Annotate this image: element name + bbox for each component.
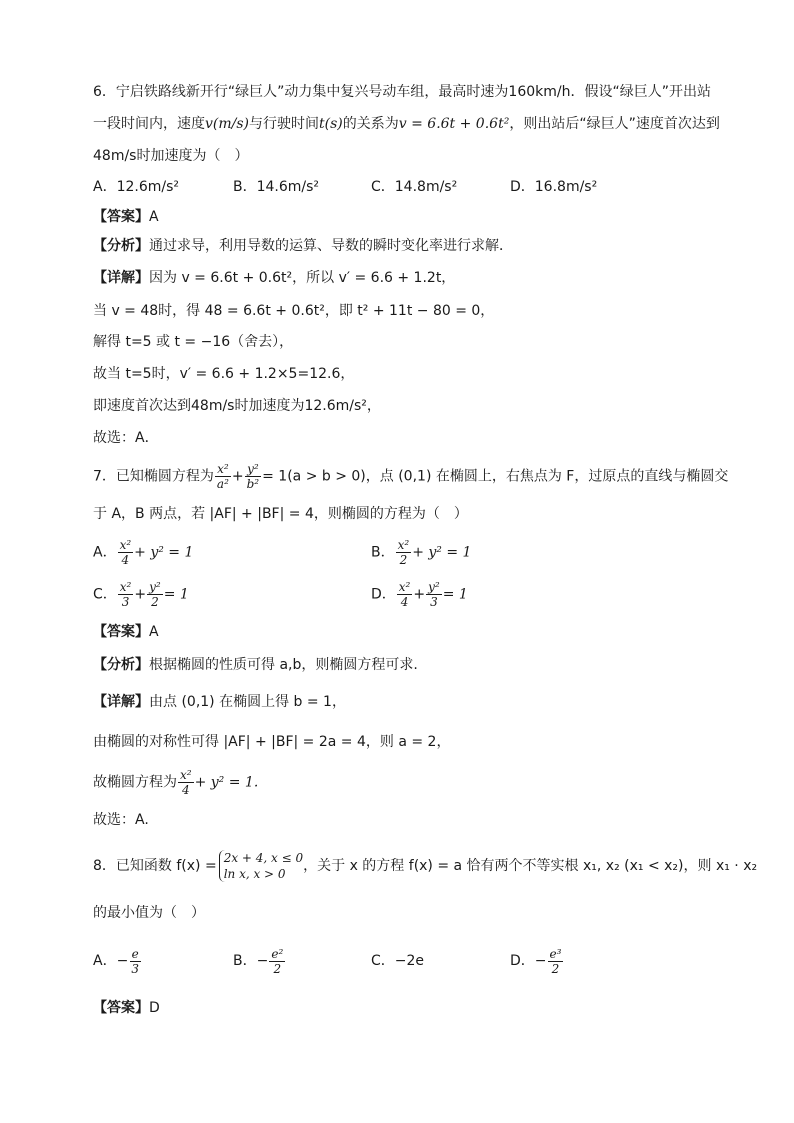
q7-analysis [93, 655, 418, 675]
q6-option-b: B．14.6m/s² [233, 179, 320, 195]
answer-value: A [149, 624, 159, 640]
text: 8．已知函数 f(x) = [93, 858, 217, 874]
q6-option-d: D．16.8m/s² [510, 179, 598, 195]
q7-detail-2: 由椭圆的对称性可得 |AF| + |BF| = 2a = 4，则 a = 2， [93, 734, 451, 750]
num: x² [217, 462, 229, 476]
den: 4 [181, 783, 190, 797]
q6-detail-4: 故当 t=5时，v′ = 6.6 + 1.2×5=12.6， [93, 366, 355, 382]
den: 2 [551, 961, 560, 976]
answer-tag: 【答案】 [93, 209, 149, 225]
den: 4 [400, 595, 409, 609]
frac [118, 580, 134, 609]
den: 3 [131, 961, 139, 976]
plus: + [231, 468, 244, 485]
label: B．− [233, 953, 269, 969]
rest: + y² = 1. [194, 774, 259, 791]
frac [397, 580, 413, 609]
q8-option-d [510, 946, 564, 976]
q7-detail-3 [93, 768, 258, 797]
den: 3 [430, 595, 438, 609]
answer-value: D [149, 1000, 160, 1016]
q6-formula: v = 6.6t + 0.6t² [398, 116, 510, 132]
q7-option-a [93, 538, 193, 567]
rest: = 1 [163, 586, 189, 603]
analysis-tag: 【分析】 [93, 657, 149, 673]
frac [426, 580, 442, 609]
q6-detail-2: 当 v = 48时，得 48 = 6.6t + 0.6t²，即 t² + 11t − 80 = 0， [93, 303, 495, 319]
q8-piecewise [219, 850, 303, 882]
q7-stem-line1 [93, 462, 728, 491]
q7-stem-line2: 于 A，B 两点，若 |AF| + |BF| = 4，则椭圆的方程为（ ） [93, 506, 468, 522]
answer-tag: 【答案】 [93, 1000, 149, 1016]
q7-frac-x [215, 462, 231, 491]
den: 2 [399, 553, 408, 567]
frac [548, 947, 564, 976]
rest: = 1 [442, 586, 468, 603]
q6-time: t(s) [319, 116, 343, 132]
rest: + y² = 1 [134, 544, 194, 561]
num: x² [397, 538, 410, 552]
detail-tag: 【详解】 [93, 694, 149, 710]
q7-option-c [93, 580, 189, 609]
text: 故椭圆方程为 [93, 774, 177, 791]
q7-text: 7．已知椭圆方程为 [93, 468, 214, 485]
num: y² [149, 580, 161, 594]
num: e³ [549, 946, 562, 961]
piece: ln x, x > 0 [223, 867, 286, 881]
q6-text: ，则出站后“绿巨人”速度首次达到 [509, 116, 720, 132]
num: x² [119, 580, 132, 594]
den: 4 [121, 553, 130, 567]
label: D． [371, 586, 396, 603]
den: 3 [121, 595, 130, 609]
frac [396, 538, 412, 567]
plus: + [413, 586, 426, 603]
num: y² [428, 580, 440, 594]
q6-text: 一段时间内，速度 [93, 116, 205, 132]
q6-text: 的关系为 [342, 116, 399, 132]
q8-option-c: C．−2e [371, 953, 425, 969]
q7-answer [93, 622, 159, 642]
q6-detail-3: 解得 t=5 或 t = −16（舍去）， [93, 334, 294, 350]
q6-velocity: v(m/s) [205, 116, 250, 132]
q6-option-a: A．12.6m/s² [93, 179, 180, 195]
q6-answer [93, 207, 159, 227]
frac [269, 947, 285, 976]
label: C． [93, 586, 117, 603]
q7-conclusion: 故选：A. [93, 812, 149, 828]
q6-detail-5: 即速度首次达到48m/s时加速度为12.6m/s²， [93, 398, 381, 414]
answer-value: A [149, 209, 159, 225]
q6-stem-line3: 48m/s时加速度为（ ） [93, 148, 249, 164]
q6-conclusion: 故选：A． [93, 430, 159, 446]
den: a² [216, 477, 229, 491]
label: A．− [93, 953, 129, 969]
analysis-tag: 【分析】 [93, 238, 149, 254]
q6-option-c: C．14.8m/s² [371, 179, 458, 195]
q7-text: = 1(a > b > 0)，点 (0,1) 在椭圆上，右焦点为 F，过原点的直线与椭圆交 [262, 468, 729, 485]
q8-option-a [93, 946, 142, 976]
q6-stem-line1: 6．宁启铁路线新开行“绿巨人”动力集中复兴号动车组，最高时速为160km/h．假设“绿巨人”开出站 [93, 84, 711, 100]
q8-answer [93, 998, 160, 1018]
q7-frac-y [245, 462, 262, 491]
q7-detail-1 [93, 692, 346, 712]
q8-stem-line2: 的最小值为（ ） [93, 905, 205, 921]
frac [118, 538, 134, 567]
q6-stem-line2 [93, 114, 720, 134]
den: b² [246, 477, 260, 491]
q7-option-d [371, 580, 468, 609]
q8-stem-line1 [93, 848, 757, 884]
q6-detail-1 [93, 268, 455, 288]
label: D．− [510, 953, 547, 969]
piece: 2x + 4, x ≤ 0 [223, 851, 304, 865]
den: 2 [151, 595, 159, 609]
frac [129, 947, 141, 976]
detail-text: 由点 (0,1) 在椭圆上得 b = 1， [149, 694, 346, 710]
num: y² [247, 462, 259, 476]
answer-tag: 【答案】 [93, 624, 149, 640]
den: 2 [273, 961, 282, 976]
rest: + y² = 1 [412, 544, 472, 561]
detail-tag: 【详解】 [93, 270, 149, 286]
q7-option-b [371, 538, 471, 567]
analysis-text: 根据椭圆的性质可得 a,b，则椭圆方程可求. [149, 657, 418, 673]
q8-option-b [233, 946, 286, 976]
plus: + [134, 586, 147, 603]
num: x² [180, 768, 192, 782]
label: B． [371, 544, 395, 561]
num: e² [271, 946, 284, 961]
q6-analysis [93, 236, 513, 256]
frac [147, 580, 163, 609]
text: ，关于 x 的方程 f(x) = a 恰有两个不等实根 x₁, x₂ (x₁ < x₂)，则 x₁ · x₂ [303, 858, 758, 874]
num: x² [398, 580, 411, 594]
num: e [131, 946, 139, 961]
analysis-text: 通过求导，利用导数的运算、导数的瞬时变化率进行求解． [149, 238, 513, 254]
q6-text: 与行驶时间 [249, 116, 320, 132]
num: x² [119, 538, 132, 552]
detail-text: 因为 v = 6.6t + 0.6t²，所以 v′ = 6.6 + 1.2t， [149, 270, 456, 286]
label: A． [93, 544, 117, 561]
frac [178, 768, 194, 797]
